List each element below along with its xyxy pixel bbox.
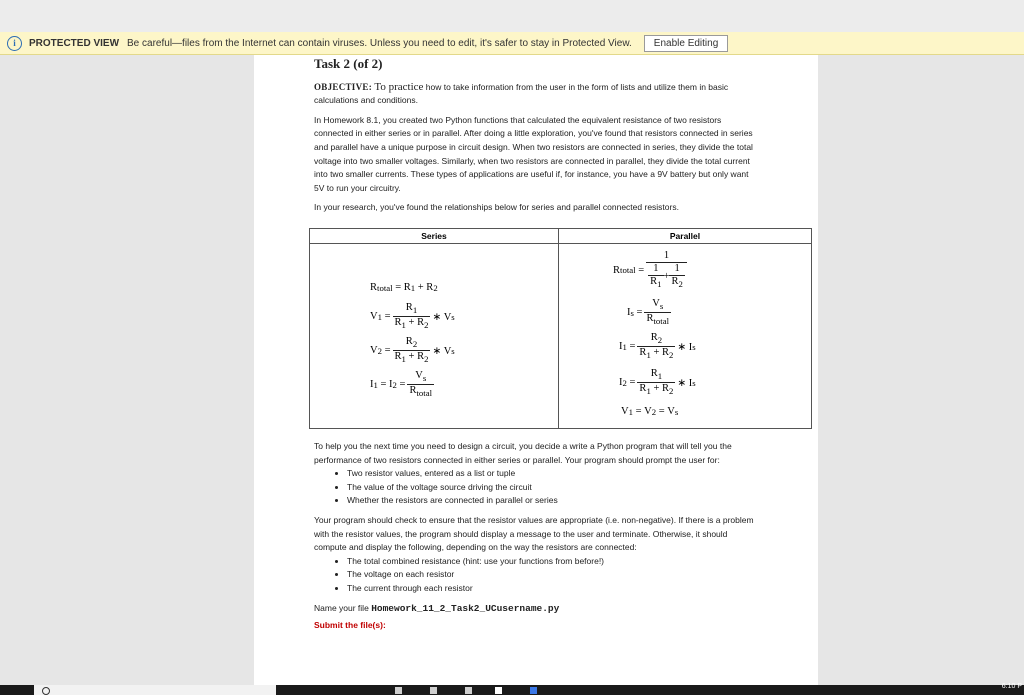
parallel-i2-formula: I 2 = $\frac{R_1}{R_1 + R_2}$ ∗ I s	[619, 368, 696, 397]
document-page	[254, 55, 818, 685]
series-v2-formula: V 2 = $\frac{R_2}{R_1 + R_2}$ ∗ V s	[370, 336, 455, 365]
parallel-voltage-formula: V 1 = V 2 = V s	[621, 406, 679, 417]
protected-view-message: Be careful—files from the Internet can contain viruses. Unless you need to edit, it's safer to stay in Protected View.	[127, 37, 632, 49]
right-margin	[818, 55, 1024, 685]
objective-lead: To practice	[374, 80, 424, 93]
compute-list	[314, 555, 754, 596]
taskview-icon[interactable]	[395, 687, 402, 694]
taskbar	[0, 685, 1024, 695]
left-margin	[0, 55, 254, 685]
series-total-resistance-formula: R total = R 1 + R 2	[370, 282, 438, 293]
series-v1-formula: V 1 = $\frac{R_1}{R_1 + R_2}$ ∗ V s	[370, 302, 455, 331]
list-item: • Two resistor values, entered as a list or tuple	[347, 467, 754, 481]
file-name-line	[314, 602, 754, 616]
enable-editing-button[interactable]: Enable Editing	[644, 35, 729, 52]
objective-paragraph	[314, 81, 754, 108]
folder-icon[interactable]	[430, 687, 437, 694]
series-formulas-cell	[310, 244, 559, 429]
paragraph-design: To help you the next time you need to design a circuit, you decide a write a Python program that will tell you the performance of two resistors connected in either series or parallel. Your program should prompt the user for:	[314, 441, 732, 465]
parallel-is-formula: I s = $\frac{V_s}{R_{total}}$	[627, 298, 670, 327]
list-item: • The total combined resistance (hint: use your functions from before!)	[347, 555, 754, 569]
browser-icon[interactable]	[530, 687, 537, 694]
search-icon	[42, 687, 50, 695]
paragraph-validation: Your program should check to ensure that the resistor values are appropriate (i.e. non-negative). If there is a problem with the resistor values, the program should display a message to the user and terminate. Otherwise, it should compute and display the following, depending on the way the resistors are connected:	[314, 514, 754, 553]
list-item: • Whether the resistors are connected in parallel or series	[347, 494, 754, 508]
column-header-series: Series	[310, 229, 559, 244]
relationships-table	[309, 228, 812, 429]
parallel-formulas-cell	[559, 244, 812, 429]
parallel-i1-formula: I 1 = $\frac{R_2}{R_1 + R_2}$ ∗ I s	[619, 332, 696, 361]
list-item: • The value of the voltage source driving the circuit	[347, 481, 754, 495]
document-body-top	[314, 55, 754, 215]
paragraph-homework: In Homework 8.1, you created two Python functions that calculated the equivalent resistance of two resistors connected in either series or in parallel. After doing a little exploration, you've found that resistors connected in series and parallel have a unique purpose in circuit design. When two resistors are connected in series, they divide the total voltage into two smaller voltages. Similarly, when two resistors are connected in parallel, they divide the total current into two smaller currents. These types of applications are useful if, for instance, you have a 9V battery but only want 5V to run your circuitry.	[314, 114, 753, 193]
task-title: Task 2 (of 2)	[314, 56, 383, 71]
list-item: • The voltage on each resistor	[347, 568, 754, 582]
store-icon[interactable]	[465, 687, 472, 694]
objective-label: OBJECTIVE:	[314, 81, 373, 92]
ribbon-area	[0, 0, 1024, 32]
parallel-total-resistance-formula: R total = 1 $\frac{1}{R_1}$ + $\frac{1}{R_2}$	[613, 250, 689, 290]
prompt-list	[314, 467, 754, 508]
taskbar-clock: 6:10 P	[1001, 683, 1022, 690]
paragraph-research: In your research, you've found the relationships below for series and parallel connected resistors.	[314, 202, 679, 213]
submit-heading: Submit the file(s):	[314, 620, 386, 631]
file-label: Name your file	[314, 602, 369, 613]
taskbar-search-input[interactable]	[34, 685, 276, 695]
objective-text: how to take information from the user in the form of lists and utilize them in basic calculations and conditions.	[314, 81, 729, 106]
column-header-parallel: Parallel	[559, 229, 812, 244]
protected-view-title: PROTECTED VIEW	[29, 37, 120, 49]
protected-view-bar	[0, 32, 1024, 55]
list-item: • The current through each resistor	[347, 582, 754, 596]
file-name: Homework_11_2_Task2_UCusername.py	[371, 602, 560, 614]
word-icon[interactable]	[495, 687, 502, 694]
document-body-bottom	[314, 440, 754, 633]
series-current-formula: I 1 = I 2 = $\frac{V_s}{R_{total}}$	[370, 370, 433, 399]
info-icon: i	[7, 36, 22, 51]
